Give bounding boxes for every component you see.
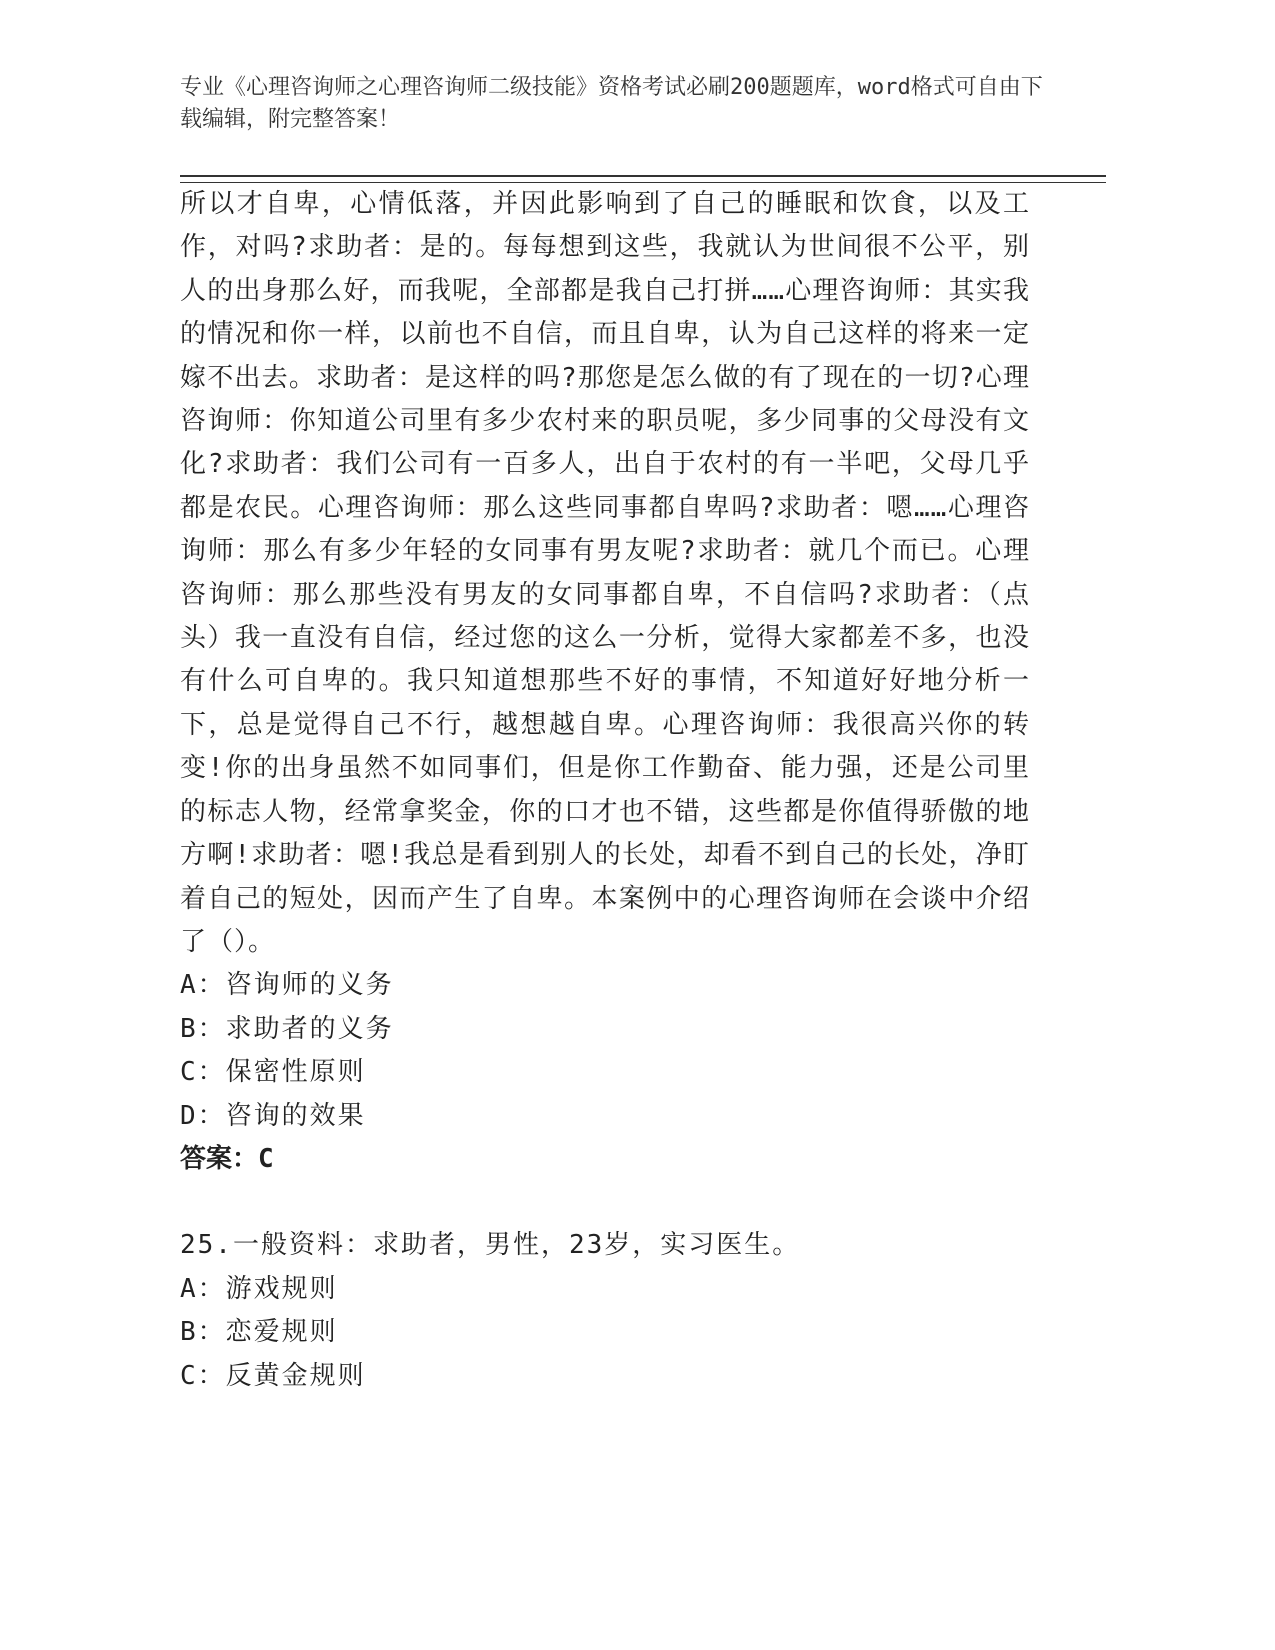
question-25-title: 25.一般资料：求助者，男性，23岁，实习医生。 — [180, 1230, 801, 1261]
option-c: C：保密性原则 — [180, 1057, 366, 1088]
option-d: D：咨询的效果 — [180, 1100, 366, 1131]
option-a: A：咨询师的义务 — [180, 970, 394, 1001]
question-25-option-b: B：恋爱规则 — [180, 1317, 338, 1348]
answer-line: 答案：C — [180, 1143, 274, 1174]
page-header-title: 专业《心理咨询师之心理咨询师二级技能》资格考试必刷200题题库，word格式可自由下载编辑，附完整答案！ — [180, 75, 1043, 132]
question-spacer — [180, 1181, 1030, 1224]
question-25-option-a: A：游戏规则 — [180, 1273, 338, 1304]
option-b: B：求助者的义务 — [180, 1013, 394, 1044]
question-25-option-c: C：反黄金规则 — [180, 1360, 366, 1391]
header-divider — [180, 175, 1106, 183]
question-stem: 所以才自卑，心情低落，并因此影响到了自己的睡眠和饮食，以及工作，对吗?求助者：是的。每每想到这些，我就认为世间很不公平，别人的出身那么好，而我呢，全部都是我自己打拼……心理咨询师：其实我的情况和你一样，以前也不自信，而且自卑，认为自己这样的将来一定嫁不出去。求助者：是这样的吗?那您是怎么做的有了现在的一切?心理咨询师：你知道公司里有多少农村来的职员呢，多少同事的父母没有文化?求助者：我们公司有一百多人，出自于农村的有一半吧，父母几乎都是农民。心理咨询师：那么这些同事都自卑吗?求助者：嗯……心理咨询师：那么有多少年轻的女同事有男友呢?求助者：就几个而已。心理咨询师：那么那些没有男友的女同事都自卑，不自信吗?求助者：（点头）我一直没有自信，经过您的这么一分析，觉得大家都差不多，也没有什么可自卑的。我只知道想那些不好的事情，不知道好好地分析一下，总是觉得自己不行，越想越自卑。心理咨询师：我很高兴你的转变!你的出身虽然不如同事们，但是你工作勤奋、能力强，还是公司里的标志人物，经常拿奖金，你的口才也不错，这些都是你值得骄傲的地方啊!求助者：嗯!我总是看到别人的长处，却看不到自己的长处，净盯着自己的短处，因而产生了自卑。本案例中的心理咨询师在会谈中介绍了（）。 — [180, 189, 1030, 957]
document-body — [180, 183, 1030, 1398]
